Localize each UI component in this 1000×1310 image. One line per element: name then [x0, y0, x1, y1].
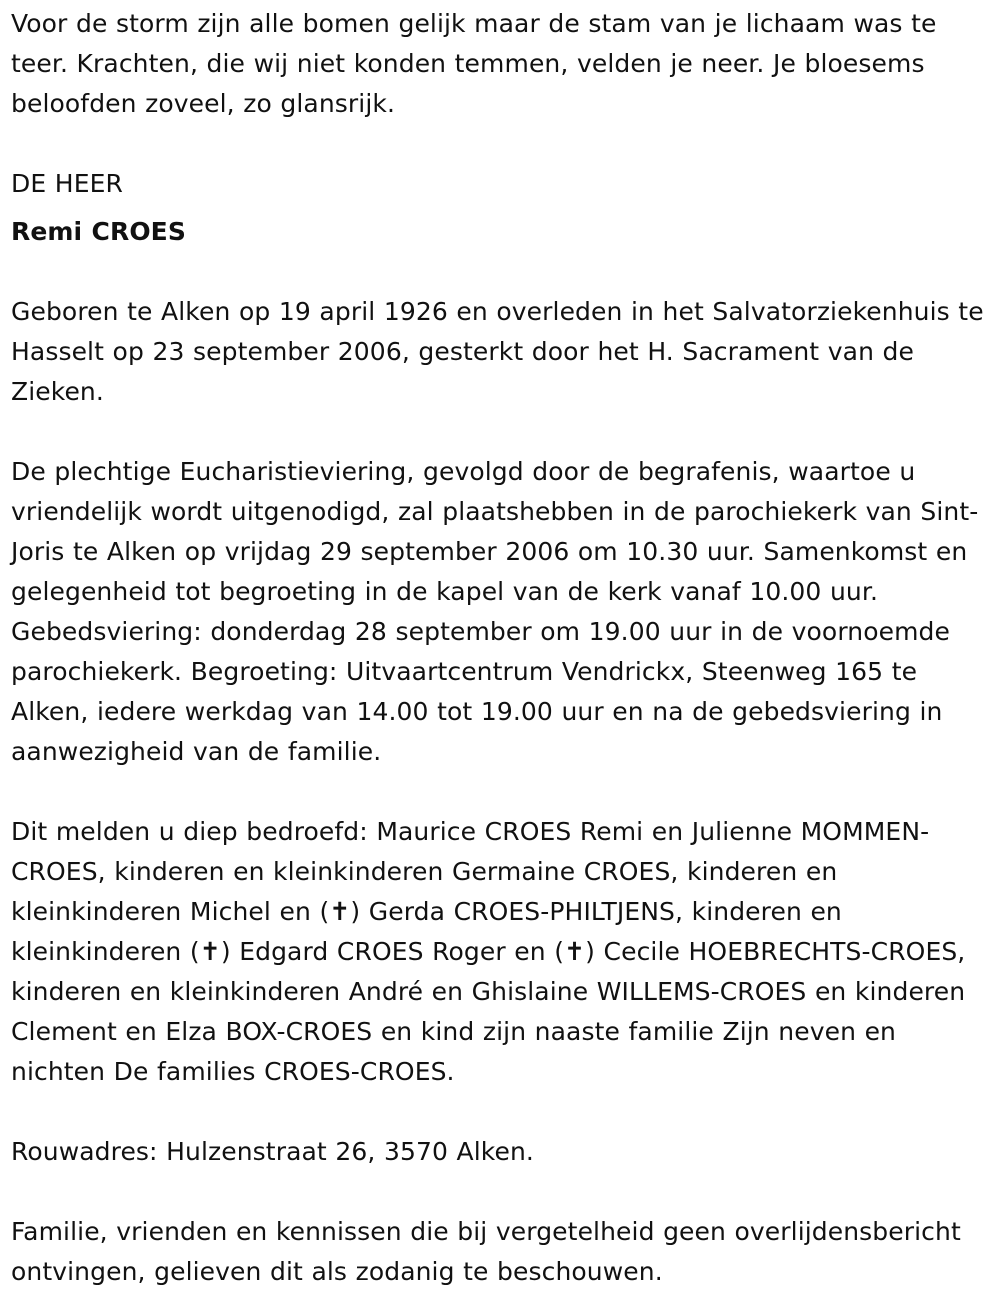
- closing-paragraph: Familie, vrienden en kennissen die bij vergetelheid geen overlijdensbericht ontvingen, gelieven dit als zodanig te beschouwen.: [11, 1217, 961, 1286]
- deceased-name: Remi CROES: [11, 217, 186, 246]
- spacer: [11, 1172, 993, 1212]
- address-paragraph: Rouwadres: Hulzenstraat 26, 3570 Alken.: [11, 1137, 534, 1166]
- poem-paragraph: Voor de storm zijn alle bomen gelijk maar de stam van je lichaam was te teer. Krachten, die wij niet konden temmen, velden je neer. Je bloesems beloofden zoveel, zo glansrijk.: [11, 9, 937, 118]
- spacer: [11, 772, 993, 812]
- spacer: [11, 204, 993, 212]
- spacer: [11, 412, 993, 452]
- family-paragraph: Dit melden u diep bedroefd: Maurice CROES Remi en Julienne MOMMEN-CROES, kinderen en kleinkinderen Germaine CROES, kinderen en kleinkinderen Michel en (✝) Gerda CROES-PHILTJENS, kinderen en kleinkinderen (✝) Edgard CROES Roger en (✝) Cecile HOEBRECHTS-CROES, kinderen en kleinkinderen André en Ghislaine WILLEMS-CROES en kinderen Clement en Elza BOX-CROES en kind zijn naaste familie Zijn neven en nichten De families CROES-CROES.: [11, 817, 966, 1086]
- spacer: [11, 124, 993, 164]
- spacer: [11, 252, 993, 292]
- birth-death-paragraph: Geboren te Alken op 19 april 1926 en overleden in het Salvatorziekenhuis te Hasselt op 23 september 2006, gesterkt door het H. Sacrament van de Zieken.: [11, 297, 984, 406]
- obituary-document: [11, 4, 993, 1292]
- ceremony-paragraph: De plechtige Eucharistieviering, gevolgd door de begrafenis, waartoe u vriendelijk wordt uitgenodigd, zal plaatshebben in de parochiekerk van Sint-Joris te Alken op vrijdag 29 september 2006 om 10.30 uur. Samenkomst en gelegenheid tot begroeting in de kapel van de kerk vanaf 10.00 uur. Gebedsviering: donderdag 28 september om 19.00 uur in de voornoemde parochiekerk. Begroeting: Uitvaartcentrum Vendrickx, Steenweg 165 te Alken, iedere werkdag van 14.00 tot 19.00 uur en na de gebedsviering in aanwezigheid van de familie.: [11, 457, 979, 766]
- salutation: DE HEER: [11, 169, 123, 198]
- spacer: [11, 1092, 993, 1132]
